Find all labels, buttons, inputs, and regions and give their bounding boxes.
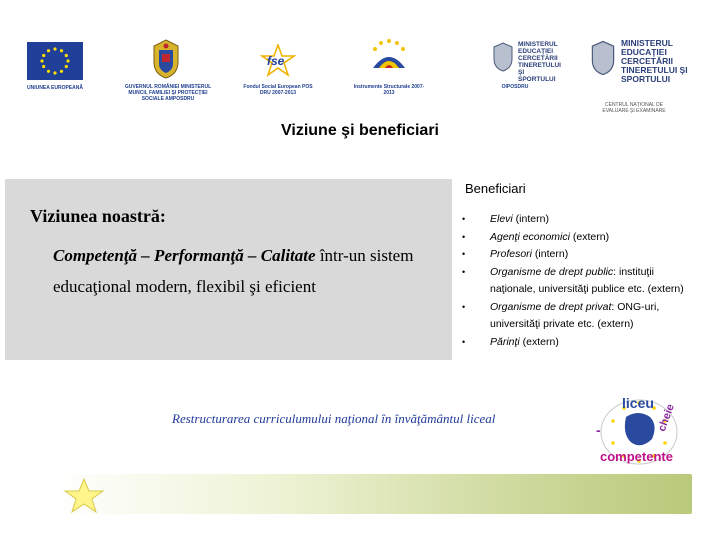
- fse-caption: Fondul Social European POS DRU 2007-2013: [243, 84, 313, 96]
- cnee-caption: CENTRUL NAŢIONAL DE EVALUARE ŞI EXAMINARE: [602, 102, 666, 114]
- oiposdru-caption: OIPOSDRU: [501, 84, 529, 90]
- structural-instruments-caption: Instrumente Structurale 2007-2013: [353, 84, 425, 96]
- beneficiaries-heading: Beneficiari: [465, 181, 526, 196]
- eu-caption: UNIUNEA EUROPEANĂ: [27, 85, 83, 91]
- beneficiary-name: Elevi: [490, 213, 513, 225]
- liceu-badge: [592, 395, 686, 469]
- ministry-crest-icon: [492, 42, 514, 72]
- fse-mark: fse: [267, 54, 285, 68]
- beneficiary-detail: (intern): [512, 213, 549, 225]
- vision-rest: într-un sistem educaţional modern, flexibil şi eficient: [53, 246, 414, 296]
- beneficiary-detail: (intern): [532, 248, 569, 260]
- ministry-text-2: MINISTERUL EDUCAŢIEI CERCETĂRII TINERETULUI ŞI SPORTULUI: [621, 38, 688, 84]
- gov-caption: GUVERNUL ROMÂNIEI MINISTERUL MUNCII, FAMILIEI ŞI PROTECŢIEI SOCIALE AMPOSDRU: [124, 84, 212, 102]
- vision-keywords: Competenţă – Performanţă – Calitate: [53, 246, 316, 265]
- beneficiary-detail: (extern): [569, 230, 610, 243]
- beneficiary-name: Agenţi economici: [490, 230, 570, 243]
- badge-bottom-text: competente: [600, 449, 673, 464]
- badge-left-text: -: [596, 422, 601, 438]
- footer-text: Restructurarea curriculumului naţional în învăţământul liceal: [172, 411, 496, 426]
- slide-title: Viziune şi beneficiari: [281, 122, 439, 139]
- ministry-text-1: MINISTERUL EDUCAŢIEI CERCETĂRII TINERETULUI ŞI SPORTULUI: [518, 41, 561, 83]
- logo-row: [0, 30, 720, 120]
- vision-statement: [53, 240, 443, 302]
- bullet: •: [462, 336, 466, 347]
- bullet: •: [462, 231, 466, 242]
- list-item: [462, 299, 697, 334]
- bullet: •: [462, 266, 466, 277]
- bullet: •: [462, 214, 466, 224]
- list-item: [462, 264, 697, 299]
- list-item: [462, 246, 697, 264]
- beneficiary-name: Părinţi: [490, 335, 520, 348]
- beneficiary-detail: : instituţii naţionale, universităţi publice etc. (extern): [490, 265, 684, 295]
- list-item: [462, 211, 697, 229]
- decorative-banner: [52, 474, 692, 514]
- list-item: [462, 334, 697, 352]
- bullet: •: [462, 249, 466, 259]
- star-icon: [56, 476, 112, 516]
- badge-right-text: cheie: [656, 402, 677, 434]
- structural-instruments-logo: [365, 38, 413, 80]
- beneficiary-detail: : ONG-uri, universităţi private etc. (extern): [490, 300, 660, 330]
- list-item: [462, 229, 697, 247]
- ministry-logo: [590, 38, 700, 88]
- ministry-crest-icon-2: [590, 40, 616, 76]
- eu-flag-logo: [27, 42, 83, 80]
- beneficiaries-list: [462, 211, 697, 351]
- fse-logo: [258, 44, 298, 78]
- oiposdru-logo: [492, 40, 572, 83]
- beneficiary-name: Organisme de drept privat: [490, 300, 612, 313]
- coat-of-arms-logo: [150, 38, 182, 80]
- bullet: •: [462, 301, 466, 312]
- badge-top-text: liceu: [622, 395, 654, 411]
- vision-heading: Viziunea noastră:: [30, 206, 166, 226]
- beneficiary-name: Profesori: [490, 248, 533, 260]
- beneficiary-name: Organisme de drept public: [490, 265, 614, 278]
- beneficiary-detail: (extern): [519, 335, 559, 348]
